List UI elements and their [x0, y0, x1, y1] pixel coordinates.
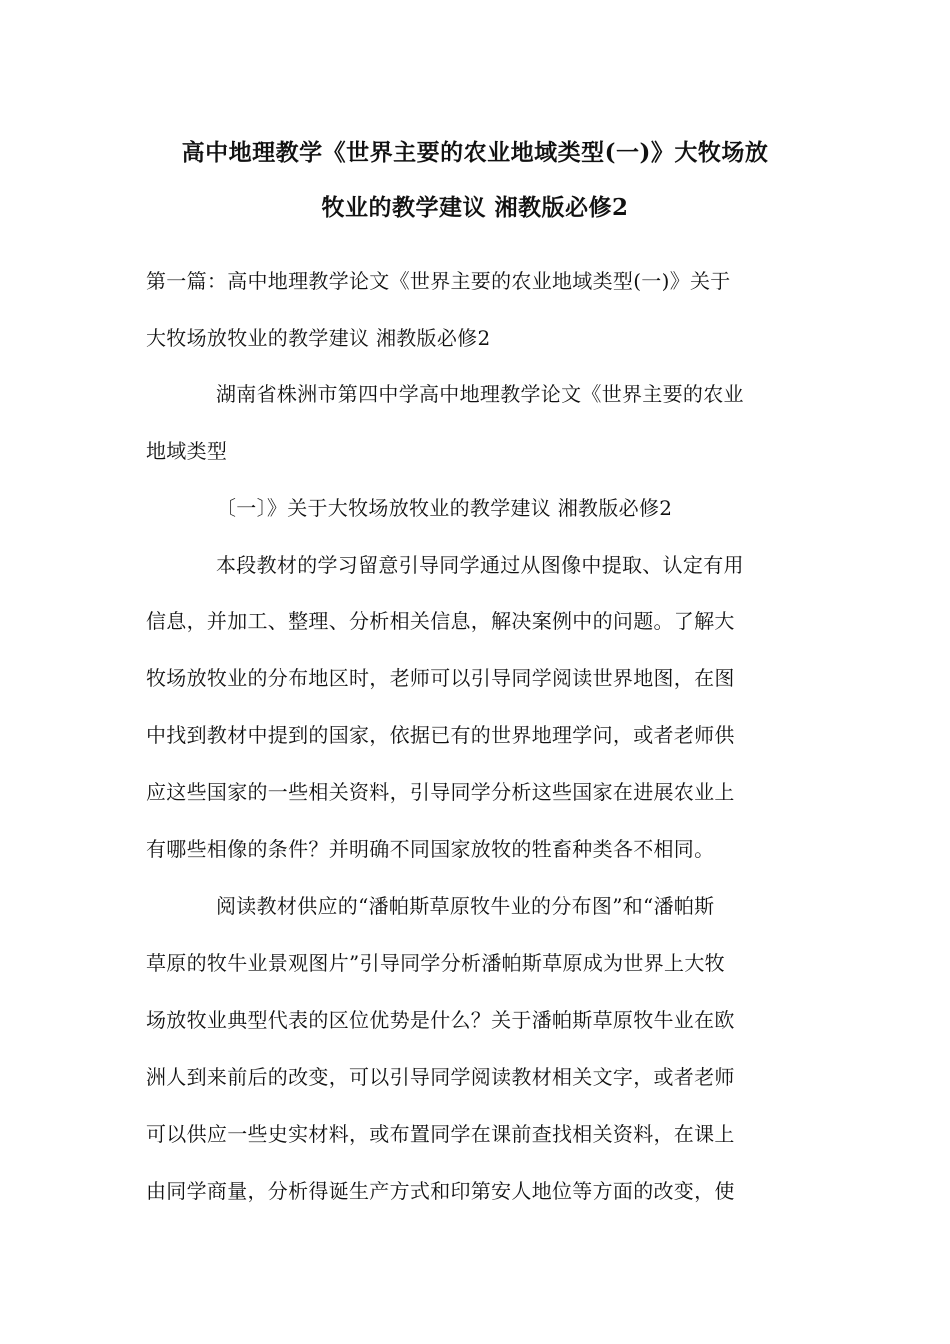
paragraph-1-line-2: 信息，并加工、整理、分析相关信息，解决案例中的问题。了解大: [146, 609, 735, 633]
intro-line-3: 〔一〕》关于大牧场放牧业的教学建议 湘教版必修2: [216, 496, 673, 520]
document-title-line-2: 牧业的教学建议 湘教版必修2: [321, 194, 629, 221]
paragraph-1-line-3: 牧场放牧业的分布地区时，老师可以引导同学阅读世界地图，在图: [146, 666, 735, 690]
paragraph-2-line-4: 洲人到来前后的改变，可以引导同学阅读教材相关文字，或者老师: [146, 1065, 735, 1089]
paragraph-1-line-6: 有哪些相像的条件？并明确不同国家放牧的牲畜种类各不相同。: [146, 837, 715, 861]
intro-line-1: 湖南省株洲市第四中学高中地理教学论文《世界主要的农业: [216, 382, 744, 406]
paragraph-2-line-6: 由同学商量，分析得诞生产方式和印第安人地位等方面的改变，使: [146, 1179, 735, 1203]
paragraph-1-line-4: 中找到教材中提到的国家，依据已有的世界地理学问，或者老师供: [146, 723, 735, 747]
paragraph-2-line-5: 可以供应一些史实材料，或布置同学在课前查找相关资料，在课上: [146, 1122, 735, 1146]
paragraph-2-line-2: 草原的牧牛业景观图片”引导同学分析潘帕斯草原成为世界上大牧: [146, 951, 725, 975]
paragraph-1-line-1: 本段教材的学习留意引导同学通过从图像中提取、认定有用: [216, 553, 744, 577]
paragraph-1-line-5: 应这些国家的一些相关资料，引导同学分析这些国家在进展农业上: [146, 780, 735, 804]
document-title-line-1: 高中地理教学《世界主要的农业地域类型(一)》大牧场放: [181, 139, 769, 166]
paragraph-2-line-3: 场放牧业典型代表的区位优势是什么？关于潘帕斯草原牧牛业在欧: [146, 1008, 735, 1032]
section-heading-line-1: 第一篇：高中地理教学论文《世界主要的农业地域类型(一)》关于: [146, 269, 731, 293]
intro-line-2: 地域类型: [146, 439, 228, 463]
section-heading-line-2: 大牧场放牧业的教学建议 湘教版必修2: [146, 326, 491, 350]
paragraph-2-line-1: 阅读教材供应的“潘帕斯草原牧牛业的分布图”和“潘帕斯: [216, 894, 715, 918]
